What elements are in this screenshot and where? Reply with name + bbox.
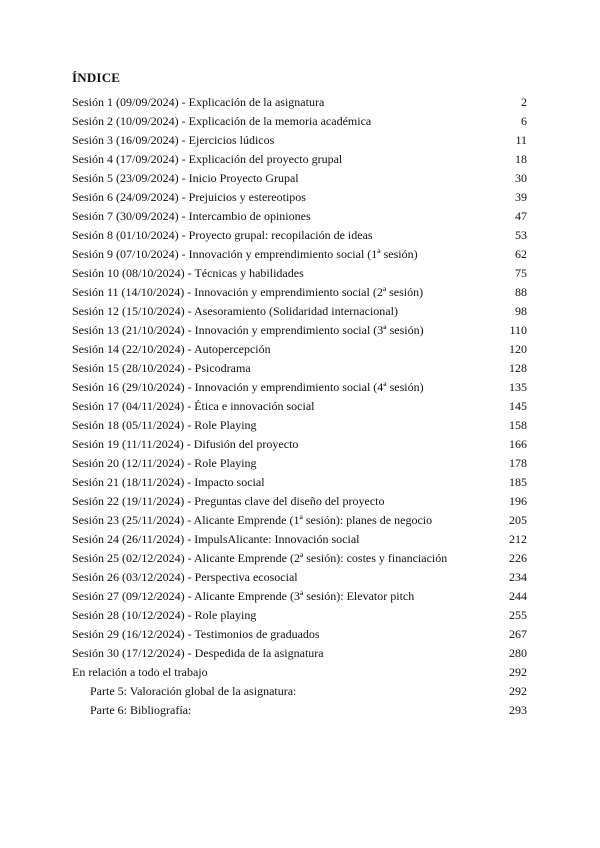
toc-entry-text: Sesión 20 (12/11/2024) - Role Playing <box>72 456 257 470</box>
toc-row[interactable] <box>72 169 527 188</box>
toc-row[interactable] <box>72 644 527 663</box>
toc-entry-text: Sesión 11 (14/10/2024) - Innovación y emprendimiento social (2ª sesión) <box>72 285 424 299</box>
toc-entry-text: Sesión 10 (08/10/2024) - Técnicas y habilidades <box>72 266 304 280</box>
toc-page-number: 6 <box>521 114 527 128</box>
toc-entry-text: Sesión 5 (23/09/2024) - Inicio Proyecto Grupal <box>72 171 299 185</box>
toc-entry-text: Sesión 30 (17/12/2024) - Despedida de la asignatura <box>72 646 324 660</box>
toc-page-number: 196 <box>509 494 527 508</box>
toc-page-number: 145 <box>509 399 527 413</box>
toc-entry-text: Sesión 13 (21/10/2024) - Innovación y emprendimiento social (3ª sesión) <box>72 323 424 337</box>
toc-page-number: 255 <box>509 608 527 622</box>
toc-row[interactable] <box>72 511 527 530</box>
toc-page-number: 53 <box>515 228 527 242</box>
toc-row[interactable] <box>72 435 527 454</box>
toc-page-number: 39 <box>515 190 527 204</box>
toc-row[interactable] <box>72 397 527 416</box>
toc-entry-text: Sesión 27 (09/12/2024) - Alicante Emprende (3ª sesión): Elevator pitch <box>72 589 415 603</box>
toc-row[interactable] <box>72 473 527 492</box>
toc-page-number: 280 <box>509 646 527 660</box>
toc-entry-text: Sesión 8 (01/10/2024) - Proyecto grupal: recopilación de ideas <box>72 228 373 242</box>
toc-row[interactable] <box>72 93 527 112</box>
toc-entry-text: Sesión 1 (09/09/2024) - Explicación de la asignatura <box>72 95 325 109</box>
toc-page-number: 292 <box>509 684 527 698</box>
toc-entry-text: En relación a todo el trabajo <box>72 665 208 679</box>
toc-page-number: 267 <box>509 627 527 641</box>
toc-row[interactable] <box>72 359 527 378</box>
toc-entry-text: Sesión 18 (05/11/2024) - Role Playing <box>72 418 257 432</box>
toc-entry-text: Sesión 12 (15/10/2024) - Asesoramiento (Solidaridad internacional) <box>72 304 398 318</box>
toc-entry-text: Sesión 6 (24/09/2024) - Prejuicios y estereotipos <box>72 190 306 204</box>
toc-entry-text: Sesión 26 (03/12/2024) - Perspectiva ecosocial <box>72 570 298 584</box>
toc-sub-row[interactable] <box>72 682 527 701</box>
toc-row[interactable] <box>72 340 527 359</box>
toc-page-number: 205 <box>509 513 527 527</box>
toc-row[interactable] <box>72 321 527 340</box>
toc-row[interactable] <box>72 568 527 587</box>
toc-row[interactable] <box>72 226 527 245</box>
toc-page-number: 11 <box>515 133 527 147</box>
toc-row[interactable] <box>72 587 527 606</box>
toc-page-number: 18 <box>515 152 527 166</box>
toc-row[interactable] <box>72 264 527 283</box>
toc-page-number: 47 <box>515 209 527 223</box>
toc-entry-text: Sesión 16 (29/10/2024) - Innovación y emprendimiento social (4ª sesión) <box>72 380 424 394</box>
toc-page-number: 226 <box>509 551 527 565</box>
toc-row[interactable] <box>72 549 527 568</box>
toc-row[interactable] <box>72 454 527 473</box>
toc-row[interactable] <box>72 188 527 207</box>
toc-row[interactable] <box>72 492 527 511</box>
toc-page-number: 128 <box>509 361 527 375</box>
toc-entry-text: Sesión 29 (16/12/2024) - Testimonios de graduados <box>72 627 320 641</box>
toc-row[interactable] <box>72 625 527 644</box>
toc-entry-text: Sesión 25 (02/12/2024) - Alicante Emprende (2ª sesión): costes y financiación <box>72 551 448 565</box>
toc-row[interactable] <box>72 663 527 682</box>
toc-entry-text: Sesión 7 (30/09/2024) - Intercambio de opiniones <box>72 209 311 223</box>
toc-page-number: 2 <box>521 95 527 109</box>
toc-sub-entry-text: Parte 5: Valoración global de la asignatura: <box>90 684 297 698</box>
toc-page-number: 120 <box>509 342 527 356</box>
toc-page-number: 158 <box>509 418 527 432</box>
toc-page-number: 212 <box>509 532 527 546</box>
toc-entry-text: Sesión 15 (28/10/2024) - Psicodrama <box>72 361 251 375</box>
toc-row[interactable] <box>72 416 527 435</box>
toc-page-number: 88 <box>515 285 527 299</box>
toc-entry-text: Sesión 28 (10/12/2024) - Role playing <box>72 608 257 622</box>
toc-page-number: 185 <box>509 475 527 489</box>
toc-row[interactable] <box>72 606 527 625</box>
toc-row[interactable] <box>72 131 527 150</box>
toc-entry-text: Sesión 9 (07/10/2024) - Innovación y emprendimiento social (1ª sesión) <box>72 247 418 261</box>
page-title: ÍNDICE <box>72 70 121 85</box>
toc-entry-text: Sesión 17 (04/11/2024) - Ética e innovación social <box>72 399 315 413</box>
toc-entry-text: Sesión 19 (11/11/2024) - Difusión del proyecto <box>72 437 299 451</box>
toc-page-number: 178 <box>509 456 527 470</box>
toc-entry-text: Sesión 14 (22/10/2024) - Autopercepción <box>72 342 271 356</box>
toc-entry-text: Sesión 24 (26/11/2024) - ImpulsAlicante: Innovación social <box>72 532 360 546</box>
toc-page-number: 30 <box>515 171 527 185</box>
toc-page-number: 166 <box>509 437 527 451</box>
toc-entry-text: Sesión 3 (16/09/2024) - Ejercicios lúdicos <box>72 133 275 147</box>
toc-page-number: 244 <box>509 589 527 603</box>
toc-page-number: 98 <box>515 304 527 318</box>
toc-row[interactable] <box>72 530 527 549</box>
toc-page-number: 75 <box>515 266 527 280</box>
toc-sub-entry-text: Parte 6: Bibliografía: <box>90 703 192 717</box>
toc-page-number: 110 <box>509 323 527 337</box>
toc-page-number: 62 <box>515 247 527 261</box>
toc-page-number: 135 <box>509 380 527 394</box>
toc-page-number: 293 <box>509 703 527 717</box>
table-of-contents <box>72 93 527 720</box>
toc-row[interactable] <box>72 283 527 302</box>
toc-page-number: 292 <box>509 665 527 679</box>
toc-entry-text: Sesión 23 (25/11/2024) - Alicante Emprende (1ª sesión): planes de negocio <box>72 513 433 527</box>
toc-entry-text: Sesión 22 (19/11/2024) - Preguntas clave del diseño del proyecto <box>72 494 385 508</box>
toc-row[interactable] <box>72 150 527 169</box>
toc-entry-text: Sesión 21 (18/11/2024) - Impacto social <box>72 475 265 489</box>
toc-sub-row[interactable] <box>72 701 527 720</box>
toc-row[interactable] <box>72 245 527 264</box>
toc-page-number: 234 <box>509 570 527 584</box>
toc-entry-text: Sesión 4 (17/09/2024) - Explicación del proyecto grupal <box>72 152 343 166</box>
toc-row[interactable] <box>72 302 527 321</box>
toc-row[interactable] <box>72 378 527 397</box>
toc-row[interactable] <box>72 207 527 226</box>
toc-row[interactable] <box>72 112 527 131</box>
toc-entry-text: Sesión 2 (10/09/2024) - Explicación de la memoria académica <box>72 114 372 128</box>
